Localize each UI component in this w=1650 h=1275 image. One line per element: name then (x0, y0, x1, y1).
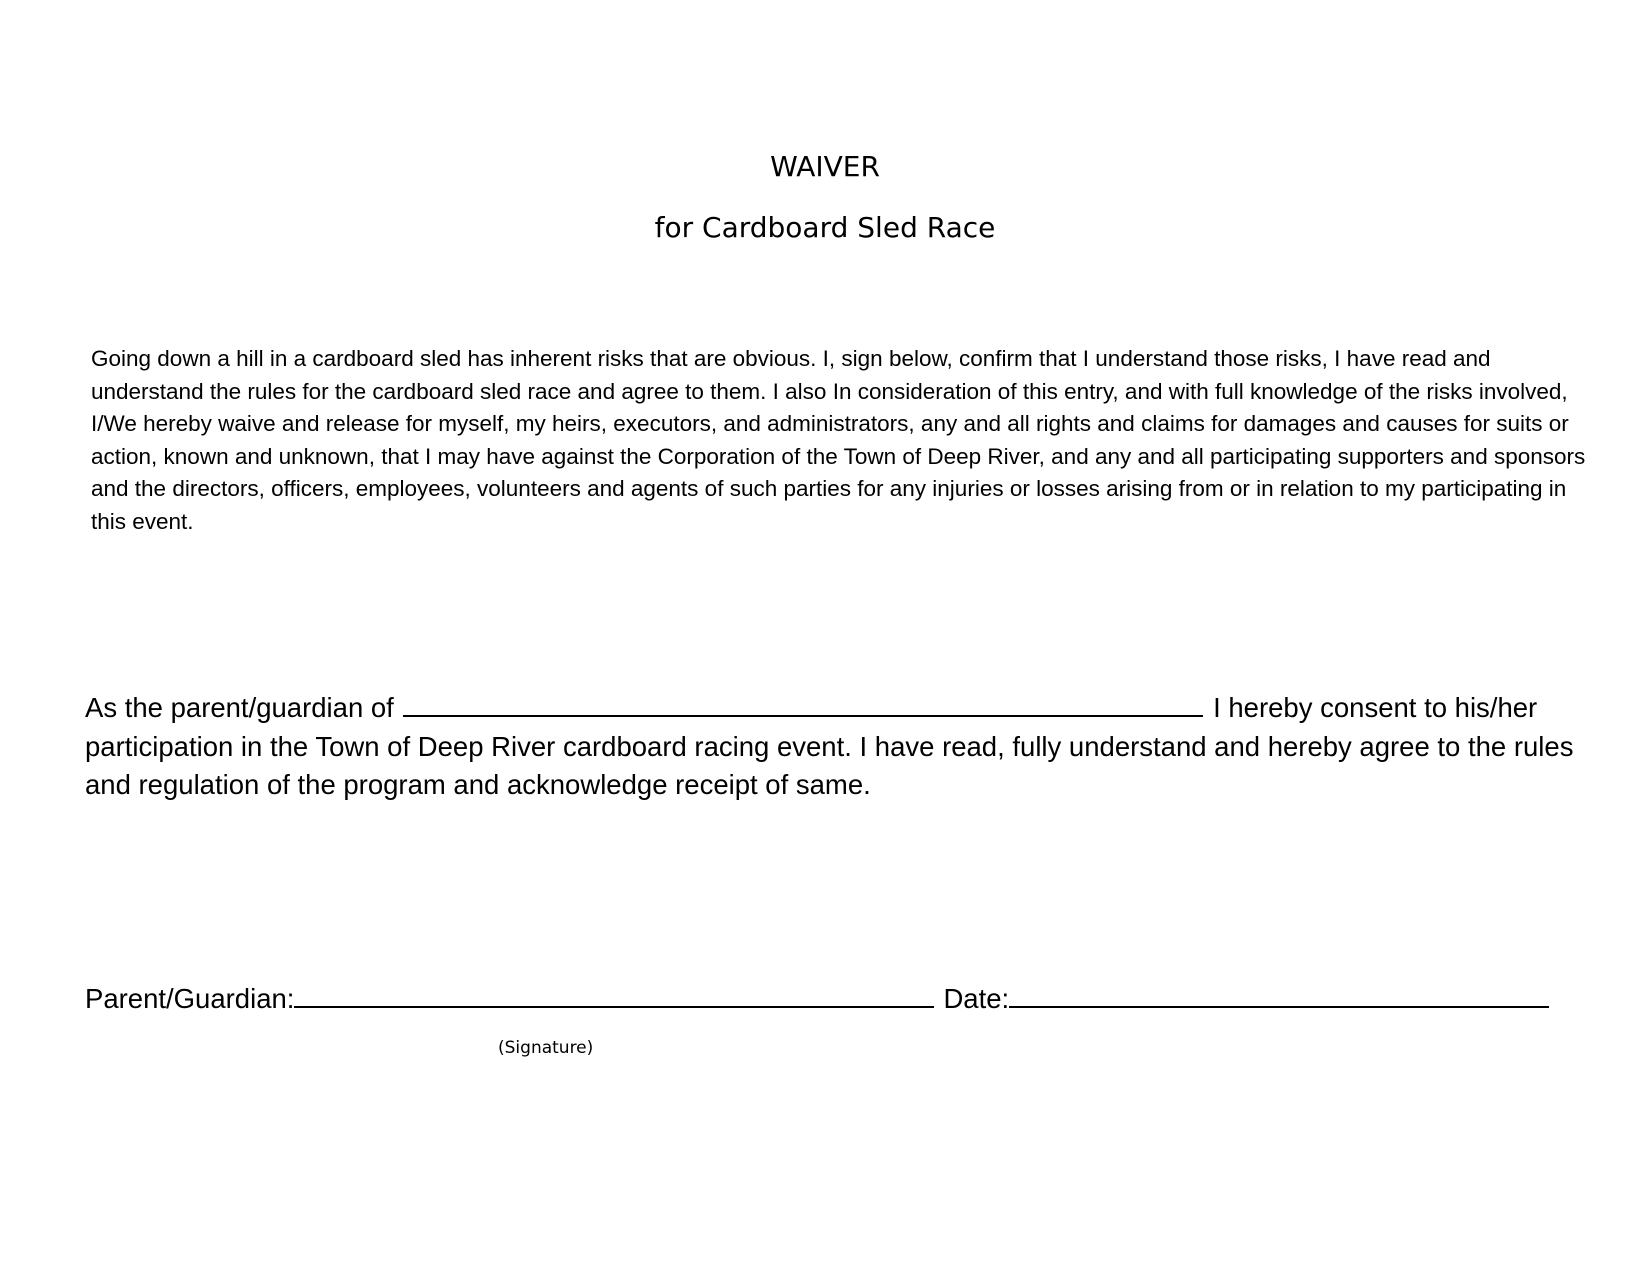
child-name-line[interactable] (403, 689, 1203, 717)
document-subtitle: for Cardboard Sled Race (654, 211, 996, 244)
signature-row (85, 980, 1605, 1018)
date-label: Date: (943, 983, 1010, 1014)
signature-line[interactable] (294, 980, 934, 1008)
consent-paragraph (85, 689, 1600, 805)
consent-text-after: I hereby consent to his/her participation in the Town of Deep River cardboard racing event. I have read, fully understand and hereby agree to the rules and regulation of the program and acknowledge receipt of same. (85, 692, 1574, 800)
signature-caption: (Signature) (498, 1038, 594, 1058)
document-title: WAIVER (770, 150, 880, 183)
consent-text-before: As the parent/guardian of (85, 692, 394, 723)
parent-guardian-label: Parent/Guardian: (85, 983, 295, 1014)
date-line[interactable] (1009, 980, 1549, 1008)
waiver-paragraph: Going down a hill in a cardboard sled has inherent risks that are obvious. I, sign below, confirm that I understand those risks, I have read and understand the rules for the cardboard sled race and agree to them. I also In consideration of this entry, and with full knowledge of the risks involved, I/We hereby waive and release for myself, my heirs, executors, and administrators, any and all rights and claims for damages and causes for suits or action, known and unknown, that I may have against the Corporation of the Town of Deep River, and any and all participating supporters and sponsors and the directors, officers, employees, volunteers and agents of such parties for any injuries or losses arising from or in relation to my participating in this event. (91, 346, 1586, 534)
